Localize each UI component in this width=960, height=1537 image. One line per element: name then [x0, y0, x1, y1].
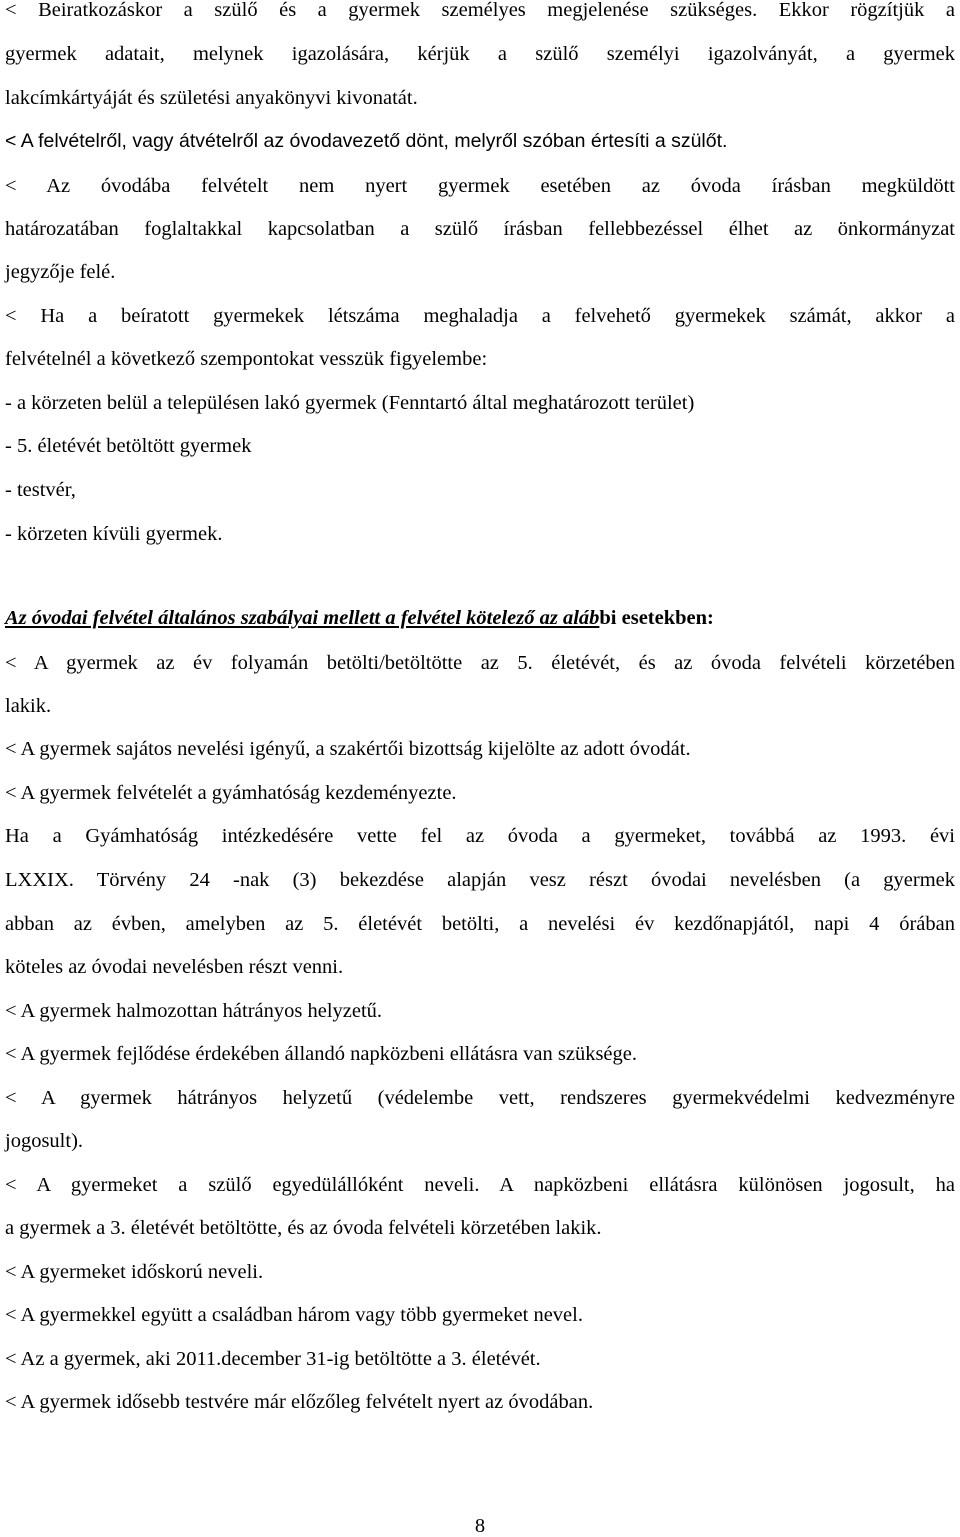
text-line: - 5. életévét betöltött gyermek [5, 435, 252, 457]
text-line: jegyzője felé. [5, 261, 116, 283]
rule-line: < A gyermek halmozottan hátrányos helyzetű. [5, 1000, 383, 1022]
rule-line: a gyermek a 3. életévét betöltötte, és az óvoda felvételi körzetében lakik. [5, 1217, 602, 1239]
rule-line: abban az évben, amelyben az 5. életévét betölti, a nevelési év kezdőnapjától, napi 4 órában [5, 913, 955, 935]
text-line: < Az óvodába felvételt nem nyert gyermek esetében az óvoda írásban megküldött [5, 175, 955, 197]
text-line: lakcímkártyáját és születési anyakönyvi kivonatát. [5, 87, 418, 109]
text-line: < Ha a beíratott gyermekek létszáma meghaladja a felvehető gyermekek számát, akkor a [5, 305, 955, 327]
rule-line: < A gyermek felvételét a gyámhatóság kezdeményezte. [5, 782, 457, 804]
rule-line: < A gyermeket a szülő egyedülállóként neveli. A napközbeni ellátásra különösen jogosult, ha [5, 1174, 955, 1196]
text-line: < A felvételről, vagy átvételről az óvodavezető dönt, melyről szóban értesíti a szülőt. [5, 130, 728, 152]
text-line: - körzeten kívüli gyermek. [5, 523, 223, 545]
text-line: határozatában foglaltakkal kapcsolatban a szülő írásban fellebbezéssel élhet az önkormányzat [5, 218, 955, 240]
section-heading-underlined: Az óvodai felvétel általános szabályai mellett a felvétel kötelező az aláb [5, 607, 600, 629]
rule-line: köteles az óvodai nevelésben részt venni. [5, 956, 344, 978]
page-number: 8 [474, 1515, 486, 1537]
text-line: - testvér, [5, 479, 76, 501]
rule-line: Ha a Gyámhatóság intézkedésére vette fel az óvoda a gyermeket, továbbá az 1993. évi [5, 825, 955, 847]
section-heading [5, 608, 714, 629]
rule-line: < A gyermekkel együtt a családban három vagy több gyermeket nevel. [5, 1304, 583, 1326]
rule-line: jogosult). [5, 1130, 84, 1152]
text-line: < Beiratkozáskor a szülő és a gyermek személyes megjelenése szükséges. Ekkor rögzítjük a [5, 0, 955, 21]
section-heading-rest: bi esetekben: [599, 607, 714, 629]
rule-line: < A gyermek hátrányos helyzetű (védelembe vett, rendszeres gyermekvédelmi kedvezményre [5, 1087, 955, 1109]
rule-line: < A gyermek az év folyamán betölti/betöltötte az 5. életévét, és az óvoda felvételi körzetében [5, 652, 955, 674]
text-line: gyermek adatait, melynek igazolására, kérjük a szülő személyi igazolványát, a gyermek [5, 43, 955, 65]
rule-line: < A gyermek sajátos nevelési igényű, a szakértői bizottság kijelölte az adott óvodát. [5, 738, 691, 760]
rule-line: < A gyermek fejlődése érdekében állandó napközbeni ellátásra van szüksége. [5, 1043, 638, 1065]
text-line: - a körzeten belül a településen lakó gyermek (Fenntartó által meghatározott terület) [5, 392, 695, 414]
rule-line: < A gyermeket időskorú neveli. [5, 1261, 264, 1283]
text-line: felvételnél a következő szempontokat vesszük figyelembe: [5, 348, 488, 370]
rule-line: < Az a gyermek, aki 2011.december 31-ig betöltötte a 3. életévét. [5, 1348, 541, 1370]
rule-line: lakik. [5, 695, 52, 717]
rule-line: LXXIX. Törvény 24 -nak (3) bekezdése alapján vesz részt óvodai nevelésben (a gyermek [5, 869, 955, 891]
rule-line: < A gyermek idősebb testvére már előzőleg felvételt nyert az óvodában. [5, 1391, 594, 1413]
